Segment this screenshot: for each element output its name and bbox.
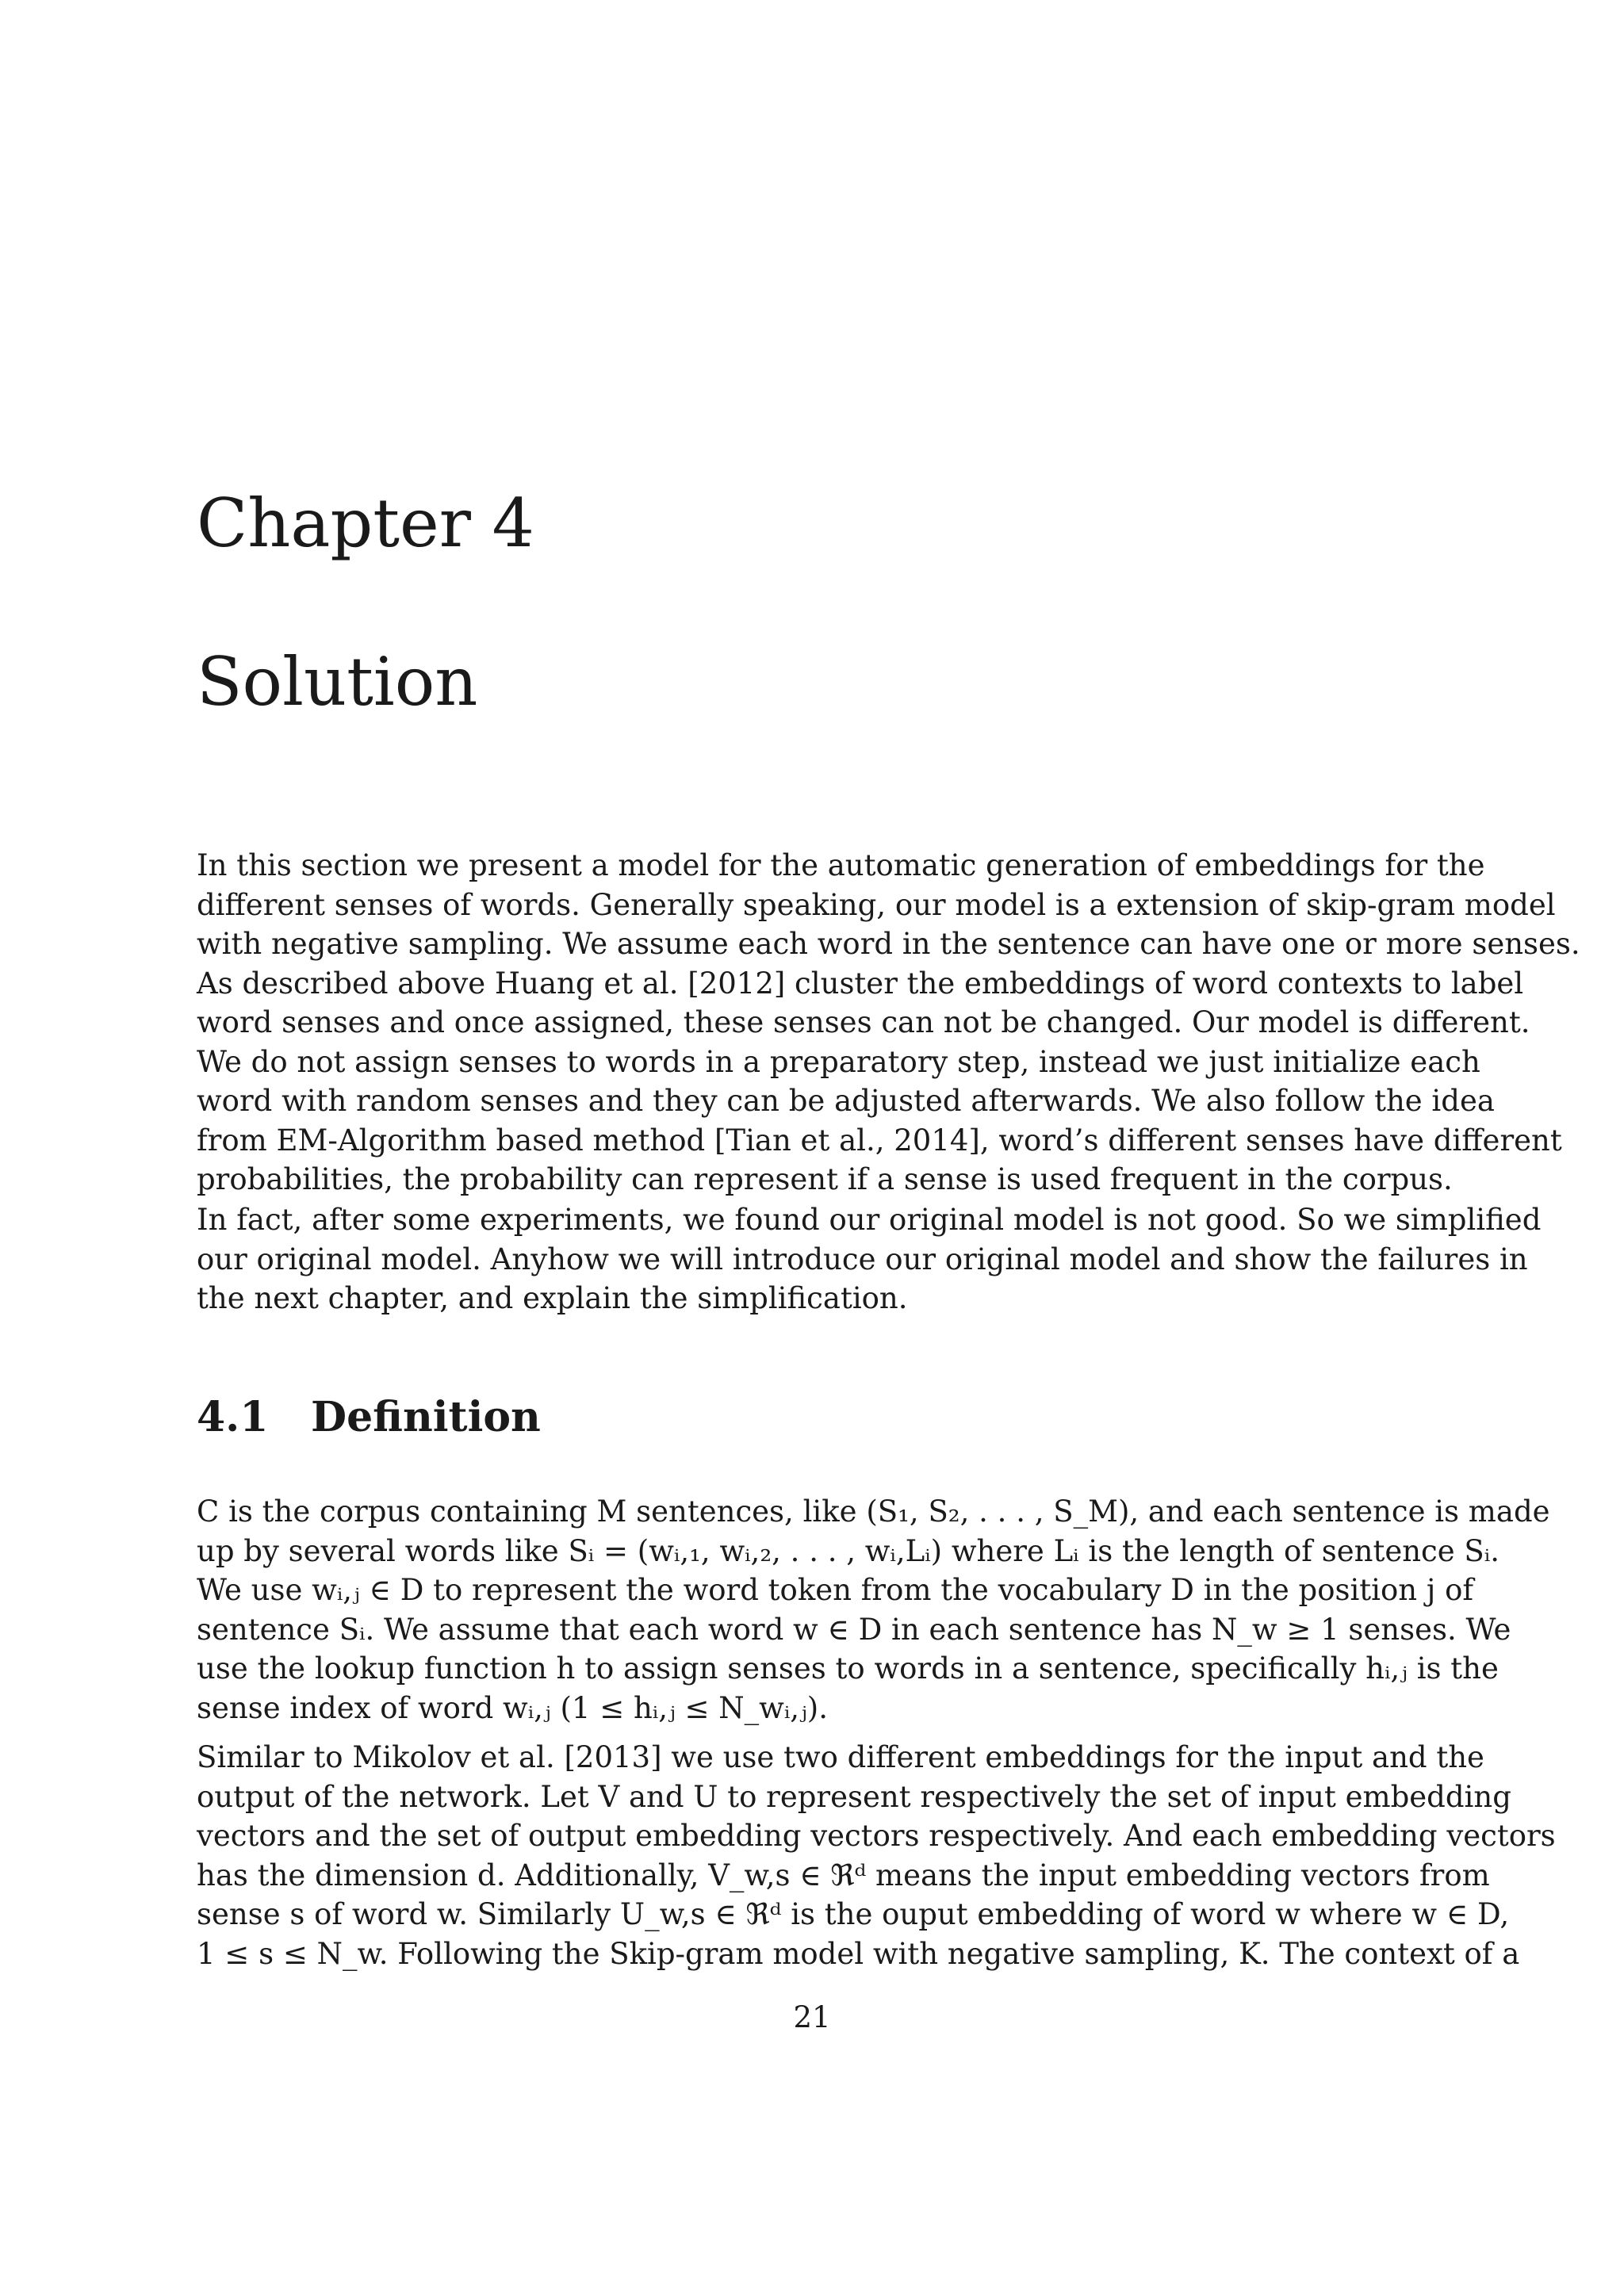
text-line: sense s of word w. Similarly U_w,s ∈ ℜᵈ is the ouput embedding of word w where w ∈ D, — [197, 1897, 1510, 1931]
text-line: sense index of word wᵢ,ⱼ (1 ≤ hᵢ,ⱼ ≤ N_wᵢ,ⱼ). — [197, 1690, 829, 1725]
text-line: the next chapter, and explain the simplification. — [197, 1281, 908, 1315]
text-line: output of the network. Let V and U to represent respectively the set of input embedding — [197, 1779, 1511, 1814]
text-line: sentence Sᵢ. We assume that each word w ∈ D in each sentence has N_w ≥ 1 senses. We — [197, 1612, 1511, 1647]
text-line: Similar to Mikolov et al. [2013] we use two different embeddings for the input and the — [197, 1740, 1484, 1774]
definition-paragraph-1 — [197, 1492, 1550, 1728]
text-line: with negative sampling. We assume each word in the sentence can have one or more senses. — [197, 927, 1580, 961]
definition-paragraph-2 — [197, 1738, 1556, 1973]
text-line: up by several words like Sᵢ = (wᵢ,₁, wᵢ,₂, . . . , wᵢ,Lᵢ) where Lᵢ is the length of sentence Sᵢ. — [197, 1533, 1500, 1568]
page-number-text: 21 — [793, 2000, 831, 2034]
text-line: C is the corpus containing M sentences, like (S₁, S₂, . . . , S_M), and each sentence is made — [197, 1494, 1550, 1529]
text-line: In fact, after some experiments, we found our original model is not good. So we simplified — [197, 1203, 1542, 1237]
text-line: vectors and the set of output embedding vectors respectively. And each embedding vectors — [197, 1819, 1556, 1853]
page-number — [0, 1998, 1624, 2037]
text-line: We use wᵢ,ⱼ ∈ D to represent the word token from the vocabulary D in the position j of — [197, 1573, 1474, 1607]
section-number: 4.1 — [197, 1393, 269, 1441]
text-line: 1 ≤ s ≤ N_w. Following the Skip-gram model with negative sampling, K. The context of a — [197, 1936, 1520, 1971]
text-line: As described above Huang et al. [2012] cluster the embeddings of word contexts to label — [197, 966, 1524, 1001]
text-line: probabilities, the probability can represent if a sense is used frequent in the corpus. — [197, 1162, 1453, 1196]
text-line: our original model. Anyhow we will introduce our original model and show the failures in — [197, 1242, 1528, 1276]
section-heading — [197, 1393, 541, 1441]
section-title: Definition — [311, 1393, 541, 1441]
intro-paragraph-1 — [197, 846, 1580, 1200]
text-line: use the lookup function h to assign senses to words in a sentence, specifically hᵢ,ⱼ is the — [197, 1651, 1499, 1686]
text-line: from EM-Algorithm based method [Tian et al., 2014], word’s different senses have different — [197, 1123, 1562, 1158]
text-line: word with random senses and they can be adjusted afterwards. We also follow the idea — [197, 1084, 1495, 1118]
chapter-title: Solution — [197, 643, 478, 721]
text-line: word senses and once assigned, these senses can not be changed. Our model is different. — [197, 1005, 1530, 1039]
text-line: has the dimension d. Additionally, V_w,s ∈ ℜᵈ means the input embedding vectors from — [197, 1858, 1490, 1892]
text-line: We do not assign senses to words in a preparatory step, instead we just initialize each — [197, 1044, 1480, 1079]
text-line: different senses of words. Generally speaking, our model is a extension of skip-gram model — [197, 887, 1556, 922]
intro-paragraph-2 — [197, 1200, 1542, 1318]
text-line: In this section we present a model for the automatic generation of embeddings for the — [197, 848, 1485, 882]
chapter-label: Chapter 4 — [197, 484, 534, 562]
